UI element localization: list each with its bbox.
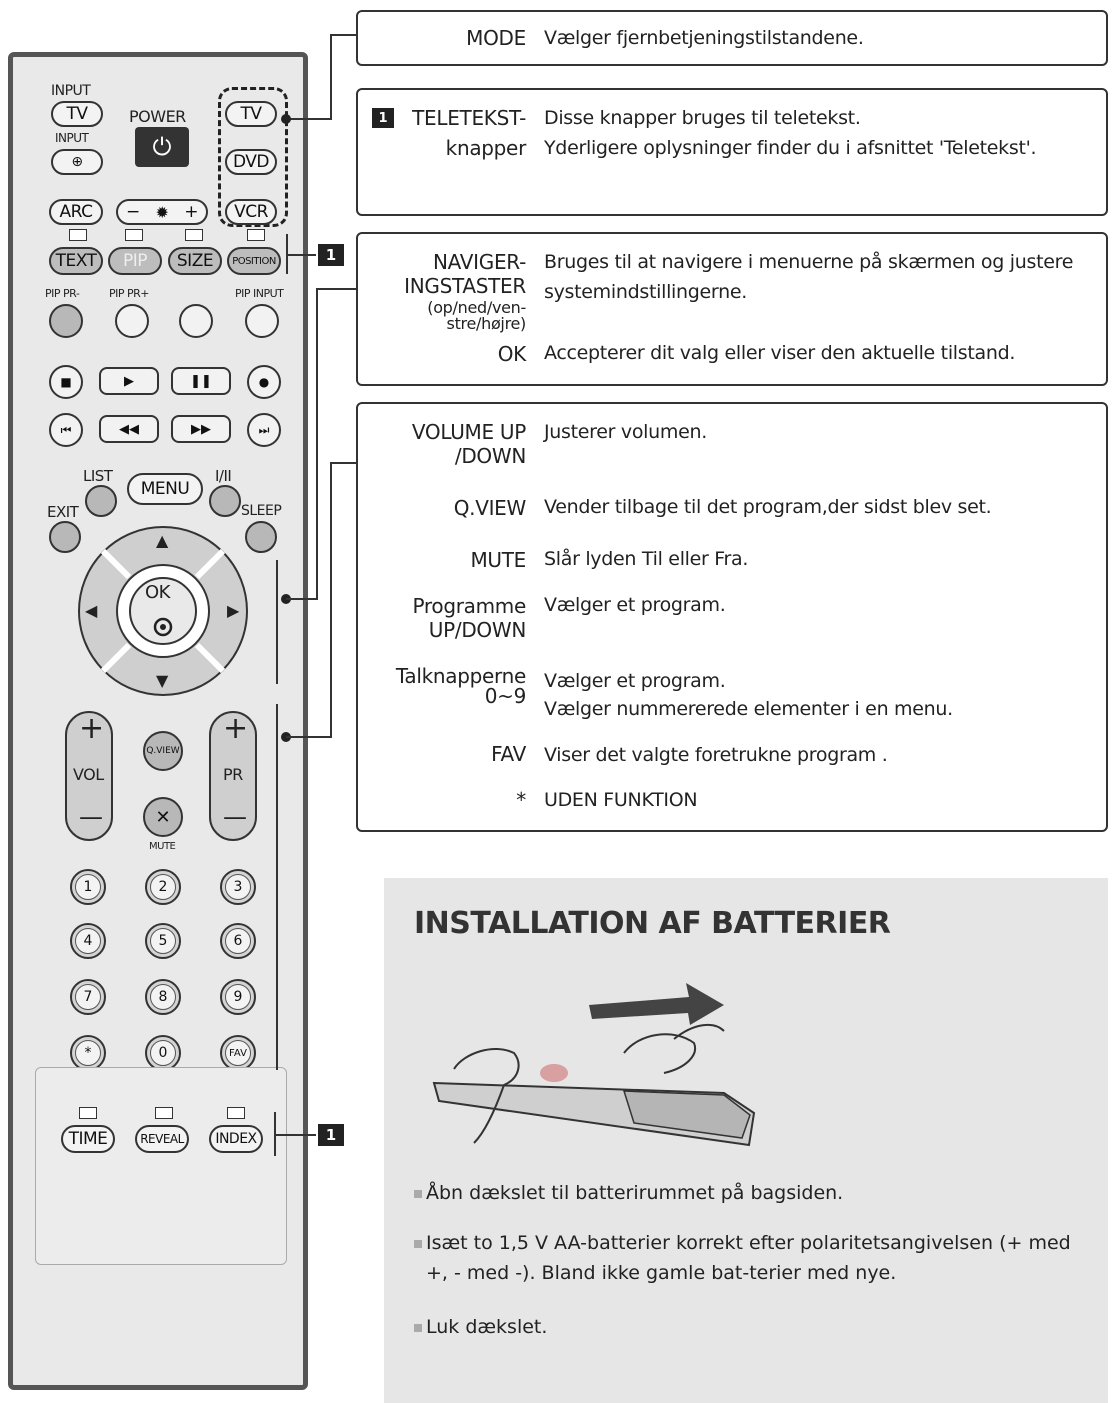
mode-vcr-button[interactable]: VCR	[225, 199, 277, 225]
play-icon: ▶	[124, 373, 134, 389]
i-ii-label: I/II	[215, 467, 232, 485]
pause-button[interactable]	[171, 367, 231, 395]
teletext-icon	[227, 1107, 245, 1119]
mode-tv-button[interactable]: TV	[225, 101, 277, 127]
lower-panel	[35, 1067, 287, 1265]
list-label: LIST	[83, 467, 113, 485]
digit-9-button[interactable]	[220, 979, 256, 1015]
list-button[interactable]	[85, 485, 117, 517]
connector-line	[276, 560, 278, 684]
function-key: FAV	[491, 742, 526, 766]
brightness-icon: ✹	[155, 202, 169, 222]
teletext-key-line1: TELETEKST-	[412, 106, 526, 130]
pip-pr-plus-button[interactable]	[115, 304, 149, 338]
nav-desc-line2: systemindstillingerne.	[544, 281, 747, 303]
digit-6-button[interactable]	[220, 923, 256, 959]
digit-label: 9	[225, 984, 251, 1010]
fast-forward-button[interactable]	[171, 415, 231, 443]
sleep-button[interactable]	[245, 521, 277, 553]
record-button[interactable]	[247, 365, 281, 399]
mode-dvd-button[interactable]: DVD	[225, 149, 277, 175]
brightness-plus: +	[184, 202, 198, 222]
nav-key-line2: INGSTASTER	[404, 274, 526, 298]
function-key: /DOWN	[454, 444, 526, 468]
step-text: Åbn dækslet til batterirummet på bagsiden.	[426, 1182, 844, 1204]
teletext-icon	[79, 1107, 97, 1119]
connector-line	[330, 34, 332, 120]
fast-forward-icon: ▶▶	[191, 421, 211, 437]
qview-button[interactable]: Q.VIEW	[143, 731, 183, 771]
digit-label: 0	[150, 1040, 176, 1066]
mute-icon: ✕	[155, 806, 171, 828]
connector-line	[316, 288, 318, 600]
ok-key: OK	[497, 342, 526, 366]
pip-pr-minus-button[interactable]	[49, 304, 83, 338]
nav-key-line4: stre/højre)	[446, 314, 526, 333]
battery-step-1	[414, 1178, 843, 1208]
digit-label: *	[75, 1040, 101, 1066]
connector-line	[330, 462, 356, 464]
pip-input-button[interactable]	[245, 304, 279, 338]
index-button[interactable]: INDEX	[209, 1125, 263, 1153]
connector-line	[330, 34, 356, 36]
left-arrow-icon[interactable]: ◀	[85, 601, 97, 620]
connector-line	[286, 736, 332, 738]
step-text: +, - med -). Bland ikke gamle bat-terier med nye.	[426, 1262, 897, 1284]
teletext-box	[356, 88, 1108, 216]
sleep-label: SLEEP	[241, 503, 282, 519]
function-key: UP/DOWN	[428, 618, 526, 642]
brightness-minus: −	[126, 202, 140, 222]
function-desc: Slår lyden Til eller Fra.	[544, 548, 749, 570]
power-button[interactable]	[135, 127, 189, 167]
function-key: 0~9	[484, 684, 526, 708]
pip-input-label: PIP INPUT	[235, 287, 284, 300]
pip-pr-minus-label: PIP PR-	[45, 287, 80, 300]
connector-dot	[281, 114, 291, 124]
volume-down-button[interactable]: —	[79, 803, 103, 831]
right-arrow-icon[interactable]: ▶	[227, 601, 239, 620]
rewind-icon: ◀◀	[119, 421, 139, 437]
rewind-button[interactable]	[99, 415, 159, 443]
teletext-badge: 1	[318, 1124, 344, 1146]
record-icon: ●	[258, 375, 270, 389]
function-desc: Vælger et program.	[544, 594, 726, 616]
function-desc: Vælger et program.	[544, 670, 726, 692]
step-text: Luk dækslet.	[426, 1316, 548, 1338]
digit-1-button[interactable]	[70, 869, 106, 905]
battery-title: INSTALLATION AF BATTERIER	[414, 906, 891, 941]
connector-line	[286, 598, 318, 600]
input-source-button[interactable]	[51, 149, 103, 175]
power-label: POWER	[129, 107, 186, 126]
function-key: *	[516, 788, 526, 812]
digit-label: 2	[150, 874, 176, 900]
teletext-key-line2: knapper	[445, 136, 526, 160]
digit-label: FAV	[225, 1040, 251, 1066]
teletext-desc-line2: Yderligere oplysninger finder du i afsnittet 'Teletekst'.	[544, 137, 1037, 159]
teletext-icon	[155, 1107, 173, 1119]
volume-up-button[interactable]: +	[79, 711, 104, 746]
digit-label: 7	[75, 984, 101, 1010]
pause-icon: ❚❚	[190, 373, 212, 389]
bullet-icon	[414, 1240, 422, 1248]
input-source-icon: ⊕	[71, 154, 83, 170]
connector-line	[286, 118, 330, 120]
function-key: Talknapperne	[395, 664, 526, 688]
star-button[interactable]	[70, 1035, 106, 1071]
bullet-icon	[414, 1324, 422, 1332]
skip-back-icon: ⏮	[60, 422, 72, 437]
battery-section	[384, 878, 1108, 1403]
skip-forward-icon: ⏭	[258, 422, 270, 437]
size-button[interactable]: SIZE	[168, 247, 222, 275]
pip-swap-button[interactable]	[179, 304, 213, 338]
down-arrow-icon[interactable]: ▼	[156, 671, 168, 690]
skip-forward-button[interactable]	[247, 413, 281, 447]
ok-label: OK	[145, 582, 170, 603]
nav-key-line3: (op/ned/ven-	[427, 298, 526, 317]
teletext-icon	[125, 229, 143, 241]
position-button[interactable]: POSITION	[227, 247, 281, 275]
battery-step-3	[414, 1312, 547, 1342]
mode-box	[356, 10, 1108, 66]
nav-key-line1: NAVIGER-	[433, 250, 526, 274]
stop-icon: ■	[60, 375, 72, 389]
function-desc: Vender tilbage til det program,der sidst blev set.	[544, 496, 992, 518]
i-ii-button[interactable]	[209, 485, 241, 517]
programme-up-button[interactable]: +	[223, 711, 248, 746]
navigation-box	[356, 232, 1108, 386]
teletext-badge: 1	[318, 244, 344, 266]
fav-button[interactable]	[220, 1035, 256, 1071]
input-label: INPUT	[51, 83, 91, 99]
menu-button[interactable]: MENU	[127, 473, 203, 505]
function-desc: Vælger nummererede elementer i en menu.	[544, 698, 953, 720]
mute-button[interactable]	[143, 797, 183, 837]
teletext-desc-line1: Disse knapper bruges til teletekst.	[544, 107, 861, 129]
digit-7-button[interactable]	[70, 979, 106, 1015]
play-button[interactable]	[99, 367, 159, 395]
teletext-icon	[247, 229, 265, 241]
remote-control	[8, 52, 308, 1390]
vol-label: VOL	[73, 765, 104, 784]
digit-label: 1	[75, 874, 101, 900]
brightness-button[interactable]	[116, 199, 208, 225]
bullet-icon	[414, 1190, 422, 1198]
time-button[interactable]: TIME	[61, 1125, 115, 1153]
text-button[interactable]: TEXT	[49, 247, 103, 275]
digit-label: 4	[75, 928, 101, 954]
arc-button[interactable]: ARC	[49, 199, 103, 225]
digit-0-button[interactable]	[145, 1035, 181, 1071]
function-key: MUTE	[470, 548, 526, 572]
function-desc: Justerer volumen.	[544, 421, 707, 443]
function-desc: UDEN FUNKTION	[544, 789, 698, 811]
digit-3-button[interactable]	[220, 869, 256, 905]
digit-label: 8	[150, 984, 176, 1010]
digit-label: 3	[225, 874, 251, 900]
function-key: Q.VIEW	[453, 496, 526, 520]
digit-label: 5	[150, 928, 176, 954]
pr-label: PR	[223, 765, 243, 784]
programme-down-button[interactable]: —	[223, 803, 247, 831]
digit-8-button[interactable]	[145, 979, 181, 1015]
battery-illustration	[424, 973, 764, 1163]
teletext-icon	[69, 229, 87, 241]
teletext-box-badge: 1	[372, 108, 394, 128]
reveal-button[interactable]: REVEAL	[135, 1125, 189, 1153]
digit-label: 6	[225, 928, 251, 954]
digit-4-button[interactable]	[70, 923, 106, 959]
teletext-icon	[185, 229, 203, 241]
step-text: Isæt to 1,5 V AA-batterier korrekt efter polaritetsangivelsen (+ med	[426, 1232, 1071, 1254]
function-key: VOLUME UP	[411, 420, 526, 444]
stop-button[interactable]	[49, 365, 83, 399]
connector-line	[276, 704, 278, 1070]
exit-label: EXIT	[47, 503, 79, 521]
input2-label: INPUT	[55, 131, 89, 145]
mute-label: MUTE	[149, 841, 176, 852]
function-key: Programme	[412, 594, 526, 618]
ok-desc: Accepterer dit valg eller viser den aktuelle tilstand.	[544, 342, 1016, 364]
digit-5-button[interactable]	[145, 923, 181, 959]
connector-line	[286, 254, 316, 256]
pip-button[interactable]: PIP	[108, 247, 162, 275]
up-arrow-icon[interactable]: ▲	[156, 531, 168, 550]
power-icon: ⏻	[152, 133, 172, 161]
battery-step-2	[414, 1228, 1071, 1288]
skip-back-button[interactable]	[49, 413, 83, 447]
connector-line	[330, 462, 332, 738]
digit-2-button[interactable]	[145, 869, 181, 905]
nav-desc-line1: Bruges til at navigere i menuerne på skærmen og justere	[544, 251, 1074, 273]
function-desc: Viser det valgte foretrukne program .	[544, 744, 888, 766]
functions-box	[356, 402, 1108, 832]
connector-line	[316, 288, 356, 290]
mode-desc: Vælger fjernbetjeningstilstandene.	[544, 27, 864, 49]
connector-line	[274, 1134, 316, 1136]
mode-key: MODE	[466, 26, 526, 50]
tv-input-button[interactable]: TV	[51, 101, 103, 127]
pip-pr-plus-label: PIP PR+	[109, 287, 150, 300]
